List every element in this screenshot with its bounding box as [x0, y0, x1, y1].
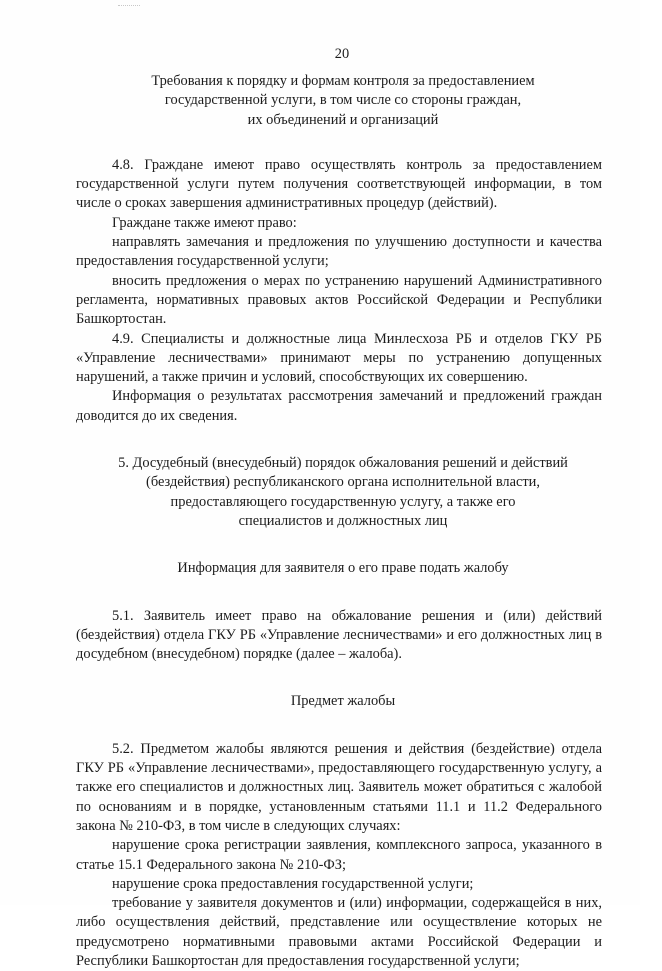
paragraph-5-2: 5.2. Предметом жалобы являются решения и действия (бездействие) отдела ГКУ РБ «Управление лесничествами», предоставляющего государственную услугу, а также его специалистов и должностных лиц. Заявитель может обратиться с жалобой по основаниям и в порядке, установленным статьями 11.1 и 11.2 Федерального закона № 210-ФЗ, в том числе в следующих случаях:	[76, 740, 602, 834]
section-4-heading	[76, 72, 602, 130]
heading-line: (бездействия) республиканского органа исполнительной власти,	[146, 474, 540, 491]
section-5-heading	[76, 454, 602, 531]
heading-line: предоставляющего государственную услугу, а также его	[170, 493, 516, 510]
paragraph-right-proposals: вносить предложения о мерах по устранению нарушений Административного регламента, нормативных правовых актов Российской Федерации и Республики Башкортостан.	[76, 272, 602, 328]
paragraph-case-registration: нарушение срока регистрации заявления, комплексного запроса, указанного в статье 15.1 Федерального закона № 210-ФЗ;	[76, 837, 602, 873]
heading-line: Требования к порядку и формам контроля за предоставлением	[151, 73, 535, 89]
paragraph-rights-intro: Граждане также имеют право:	[112, 214, 297, 231]
document-body	[76, 72, 602, 971]
heading-line: их объединений и организаций	[247, 111, 439, 128]
heading-line: государственной услуги, в том числе со стороны граждан,	[164, 92, 522, 109]
paragraph-results-info: Информация о результатах рассмотрения замечаний и предложений граждан доводится до их сведения.	[76, 388, 602, 424]
paragraph-4-9: 4.9. Специалисты и должностные лица Минлесхоза РБ и отделов ГКУ РБ «Управление лесничествами» принимают меры по устранению допущенных нарушений, а также причин и условий, способствующих их совершению.	[76, 330, 602, 386]
heading-line: специалистов и должностных лиц	[238, 512, 448, 529]
paragraph-4-8: 4.8. Граждане имеют право осуществлять контроль за предоставлением государственной услуги путем получения соответствующей информации, в том числе о сроках завершения административных процедур (действий).	[76, 156, 602, 212]
paragraph-case-documents: требование у заявителя документов и (или) информации, содержащейся в них, либо осуществления действий, представление или осуществление которых не предусмотрено нормативными правовыми актами Российской Федерации и Республики Башкортостан для предоставления государственной услуги;	[76, 895, 602, 969]
paragraph-5-1: 5.1. Заявитель имеет право на обжалование решения и (или) действий (бездействия) отдела ГКУ РБ «Управление лесничествами» и его должностных лиц в досудебном (внесудебном) порядке (далее – жалоба).	[76, 607, 602, 663]
scan-artifact	[118, 5, 140, 8]
paragraph-right-remarks: направлять замечания и предложения по улучшению доступности и качества предоставления государственной услуги;	[76, 234, 602, 270]
subheading-complaint-subject: Предмет жалобы	[290, 693, 396, 710]
subheading-complaint-right: Информация для заявителя о его праве подать жалобу	[177, 560, 509, 577]
page-number: 20	[334, 46, 350, 62]
paragraph-case-deadline: нарушение срока предоставления государственной услуги;	[112, 875, 474, 892]
heading-line: 5. Досудебный (внесудебный) порядок обжалования решений и действий	[118, 455, 568, 472]
